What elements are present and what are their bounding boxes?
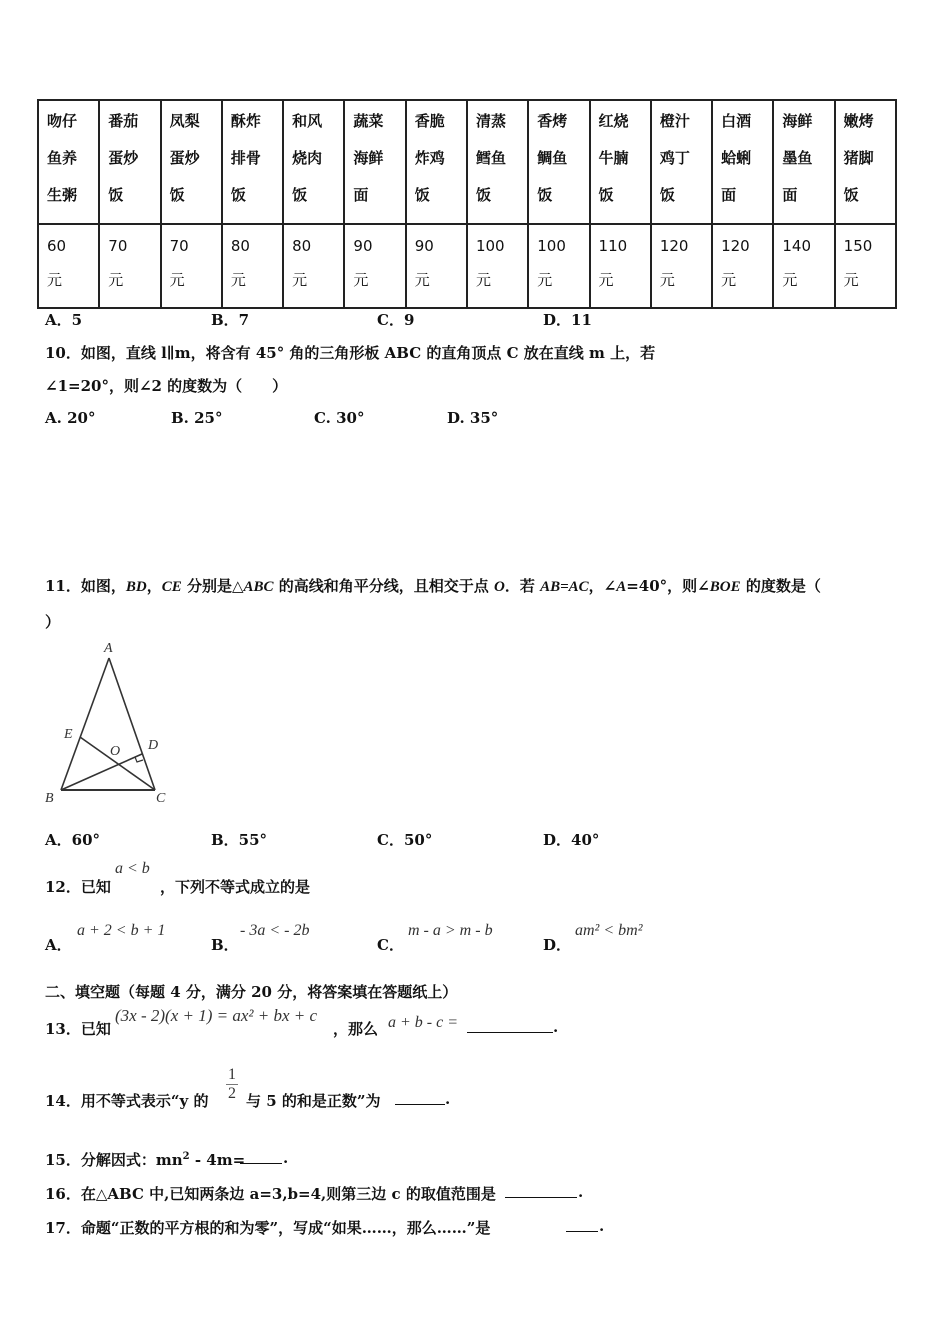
- q12-suffix: ，下列不等式成立的是: [160, 878, 311, 896]
- menu-item-price: 70 元: [99, 224, 160, 308]
- q14-fraction-numerator: 1: [228, 1066, 236, 1083]
- q12-given-expr: a < b: [115, 860, 150, 877]
- menu-item-name: 番茄 蛋炒 饭: [99, 100, 160, 224]
- menu-item-price: 100 元: [528, 224, 589, 308]
- menu-item-price: 70 元: [161, 224, 222, 308]
- q12-option-b-expr: - 3a < - 2b: [240, 922, 310, 939]
- q12-option-c-expr: m - a > m - b: [408, 922, 493, 939]
- q13-equation: (3x - 2)(x + 1) = ax² + bx + c: [115, 1006, 318, 1025]
- menu-prices-row: [38, 224, 896, 308]
- menu-item-name: 酥炸 排骨 饭: [222, 100, 283, 224]
- menu-item-price: 150 元: [835, 224, 896, 308]
- q11-option-c: C．50°: [377, 831, 433, 849]
- q14-fraction-denominator: 2: [228, 1085, 236, 1102]
- section-2-heading: 二、填空题（每题 4 分，满分 20 分，将答案填在答题纸上）: [45, 983, 458, 1001]
- menu-item-name: 清蒸 鳕鱼 饭: [467, 100, 528, 224]
- menu-item-name: 红烧 牛腩 饭: [590, 100, 651, 224]
- menu-item-name: 香脆 炸鸡 饭: [406, 100, 467, 224]
- q12-prefix: 12．已知: [45, 878, 111, 896]
- menu-item-name: 白酒 蛤蜊 面: [712, 100, 773, 224]
- menu-price-table: [37, 99, 897, 309]
- q11-option-d: D．40°: [543, 831, 600, 849]
- q12-option-d-label: D．: [543, 936, 572, 954]
- menu-item-name: 和风 烧肉 饭: [283, 100, 344, 224]
- q10-option-d: D. 35°: [447, 409, 499, 427]
- q11-stem-line1: 11．如图，BD，CE 分别是△ABC 的高线和角平分线，且相交于点 O．若 AB=AC，∠A=40°，则∠BOE 的度数是（: [45, 577, 821, 595]
- q16-answer-blank[interactable]: [505, 1183, 577, 1198]
- q9-option-d: D．11: [543, 311, 592, 329]
- q13-prefix: 13．已知: [45, 1020, 111, 1038]
- vertex-label-d: D: [148, 738, 159, 753]
- q15-question: 15．分解因式：$mn^2 - 4m=$: [45, 1151, 246, 1169]
- menu-item-price: 140 元: [773, 224, 834, 308]
- vertex-label-b: B: [45, 791, 54, 806]
- menu-item-name: 香烤 鲷鱼 饭: [528, 100, 589, 224]
- menu-item-price: 80 元: [222, 224, 283, 308]
- menu-item-price: 110 元: [590, 224, 651, 308]
- q12-option-a-expr: a + 2 < b + 1: [77, 922, 166, 939]
- vertex-label-e: E: [64, 727, 73, 742]
- q11-option-b: B．55°: [211, 831, 268, 849]
- q10-option-c: C. 30°: [314, 409, 365, 427]
- q9-option-c: C．9: [377, 311, 415, 329]
- q9-option-a: A．5: [45, 311, 83, 329]
- q12-option-d-expr: am² < bm²: [575, 922, 643, 939]
- menu-item-price: 90 元: [344, 224, 405, 308]
- q10-stem-line1: 10．如图，直线 l∥m，将含有 45° 角的三角形板 ABC 的直角顶点 C 放在直线 m 上，若: [45, 344, 656, 362]
- q11-option-a: A．60°: [45, 831, 101, 849]
- menu-item-name: 吻仔 鱼养 生粥: [38, 100, 99, 224]
- q14-fraction: [226, 1066, 238, 1103]
- menu-item-name: 海鲜 墨鱼 面: [773, 100, 834, 224]
- q16-question: 16．在△ABC 中,已知两条边 a=3,b=4,则第三边 c 的取值范围是: [45, 1185, 496, 1203]
- q12-option-b-label: B．: [211, 936, 239, 954]
- menu-names-row: [38, 100, 896, 224]
- q15-answer-blank[interactable]: [240, 1149, 282, 1164]
- menu-item-name: 嫩烤 猪脚 饭: [835, 100, 896, 224]
- q10-option-b: B. 25°: [171, 409, 223, 427]
- vertex-label-c: C: [156, 791, 166, 806]
- menu-item-name: 凤梨 蛋炒 饭: [161, 100, 222, 224]
- menu-item-price: 60 元: [38, 224, 99, 308]
- q17-answer-blank[interactable]: [566, 1217, 598, 1232]
- q13-mid: ，那么: [333, 1020, 379, 1038]
- q14-suffix: 与 5 的和是正数”为: [246, 1092, 381, 1110]
- menu-item-price: 120 元: [651, 224, 712, 308]
- menu-item-price: 80 元: [283, 224, 344, 308]
- vertex-label-a: A: [104, 641, 113, 656]
- q16-end: .: [578, 1183, 584, 1201]
- q9-option-b: B．7: [211, 311, 250, 329]
- q14-answer-blank[interactable]: [395, 1090, 445, 1105]
- q13-end: .: [553, 1018, 559, 1036]
- q14-prefix: 14．用不等式表示“y 的: [45, 1092, 209, 1110]
- q12-option-a-label: A．: [45, 936, 72, 954]
- q14-end: .: [445, 1090, 451, 1108]
- menu-item-price: 100 元: [467, 224, 528, 308]
- q13-expr2: a + b - c =: [388, 1014, 459, 1031]
- point-label-o: O: [110, 744, 121, 759]
- menu-item-price: 90 元: [406, 224, 467, 308]
- q15-end: .: [283, 1149, 289, 1167]
- q10-stem-line2: ∠1=20°，则∠2 的度数为（ ）: [45, 377, 288, 395]
- q12-option-c-label: C．: [377, 936, 404, 954]
- q17-question: 17．命题“正数的平方根的和为零”，写成“如果……，那么……”是: [45, 1219, 491, 1237]
- q17-end: .: [599, 1217, 605, 1235]
- q10-option-a: A. 20°: [45, 409, 96, 427]
- menu-item-name: 橙汁 鸡丁 饭: [651, 100, 712, 224]
- q11-stem-line2: ）: [45, 613, 61, 631]
- menu-item-price: 120 元: [712, 224, 773, 308]
- triangle-abc-figure: [40, 638, 190, 813]
- menu-item-name: 蔬菜 海鲜 面: [344, 100, 405, 224]
- q13-answer-blank[interactable]: [467, 1018, 553, 1033]
